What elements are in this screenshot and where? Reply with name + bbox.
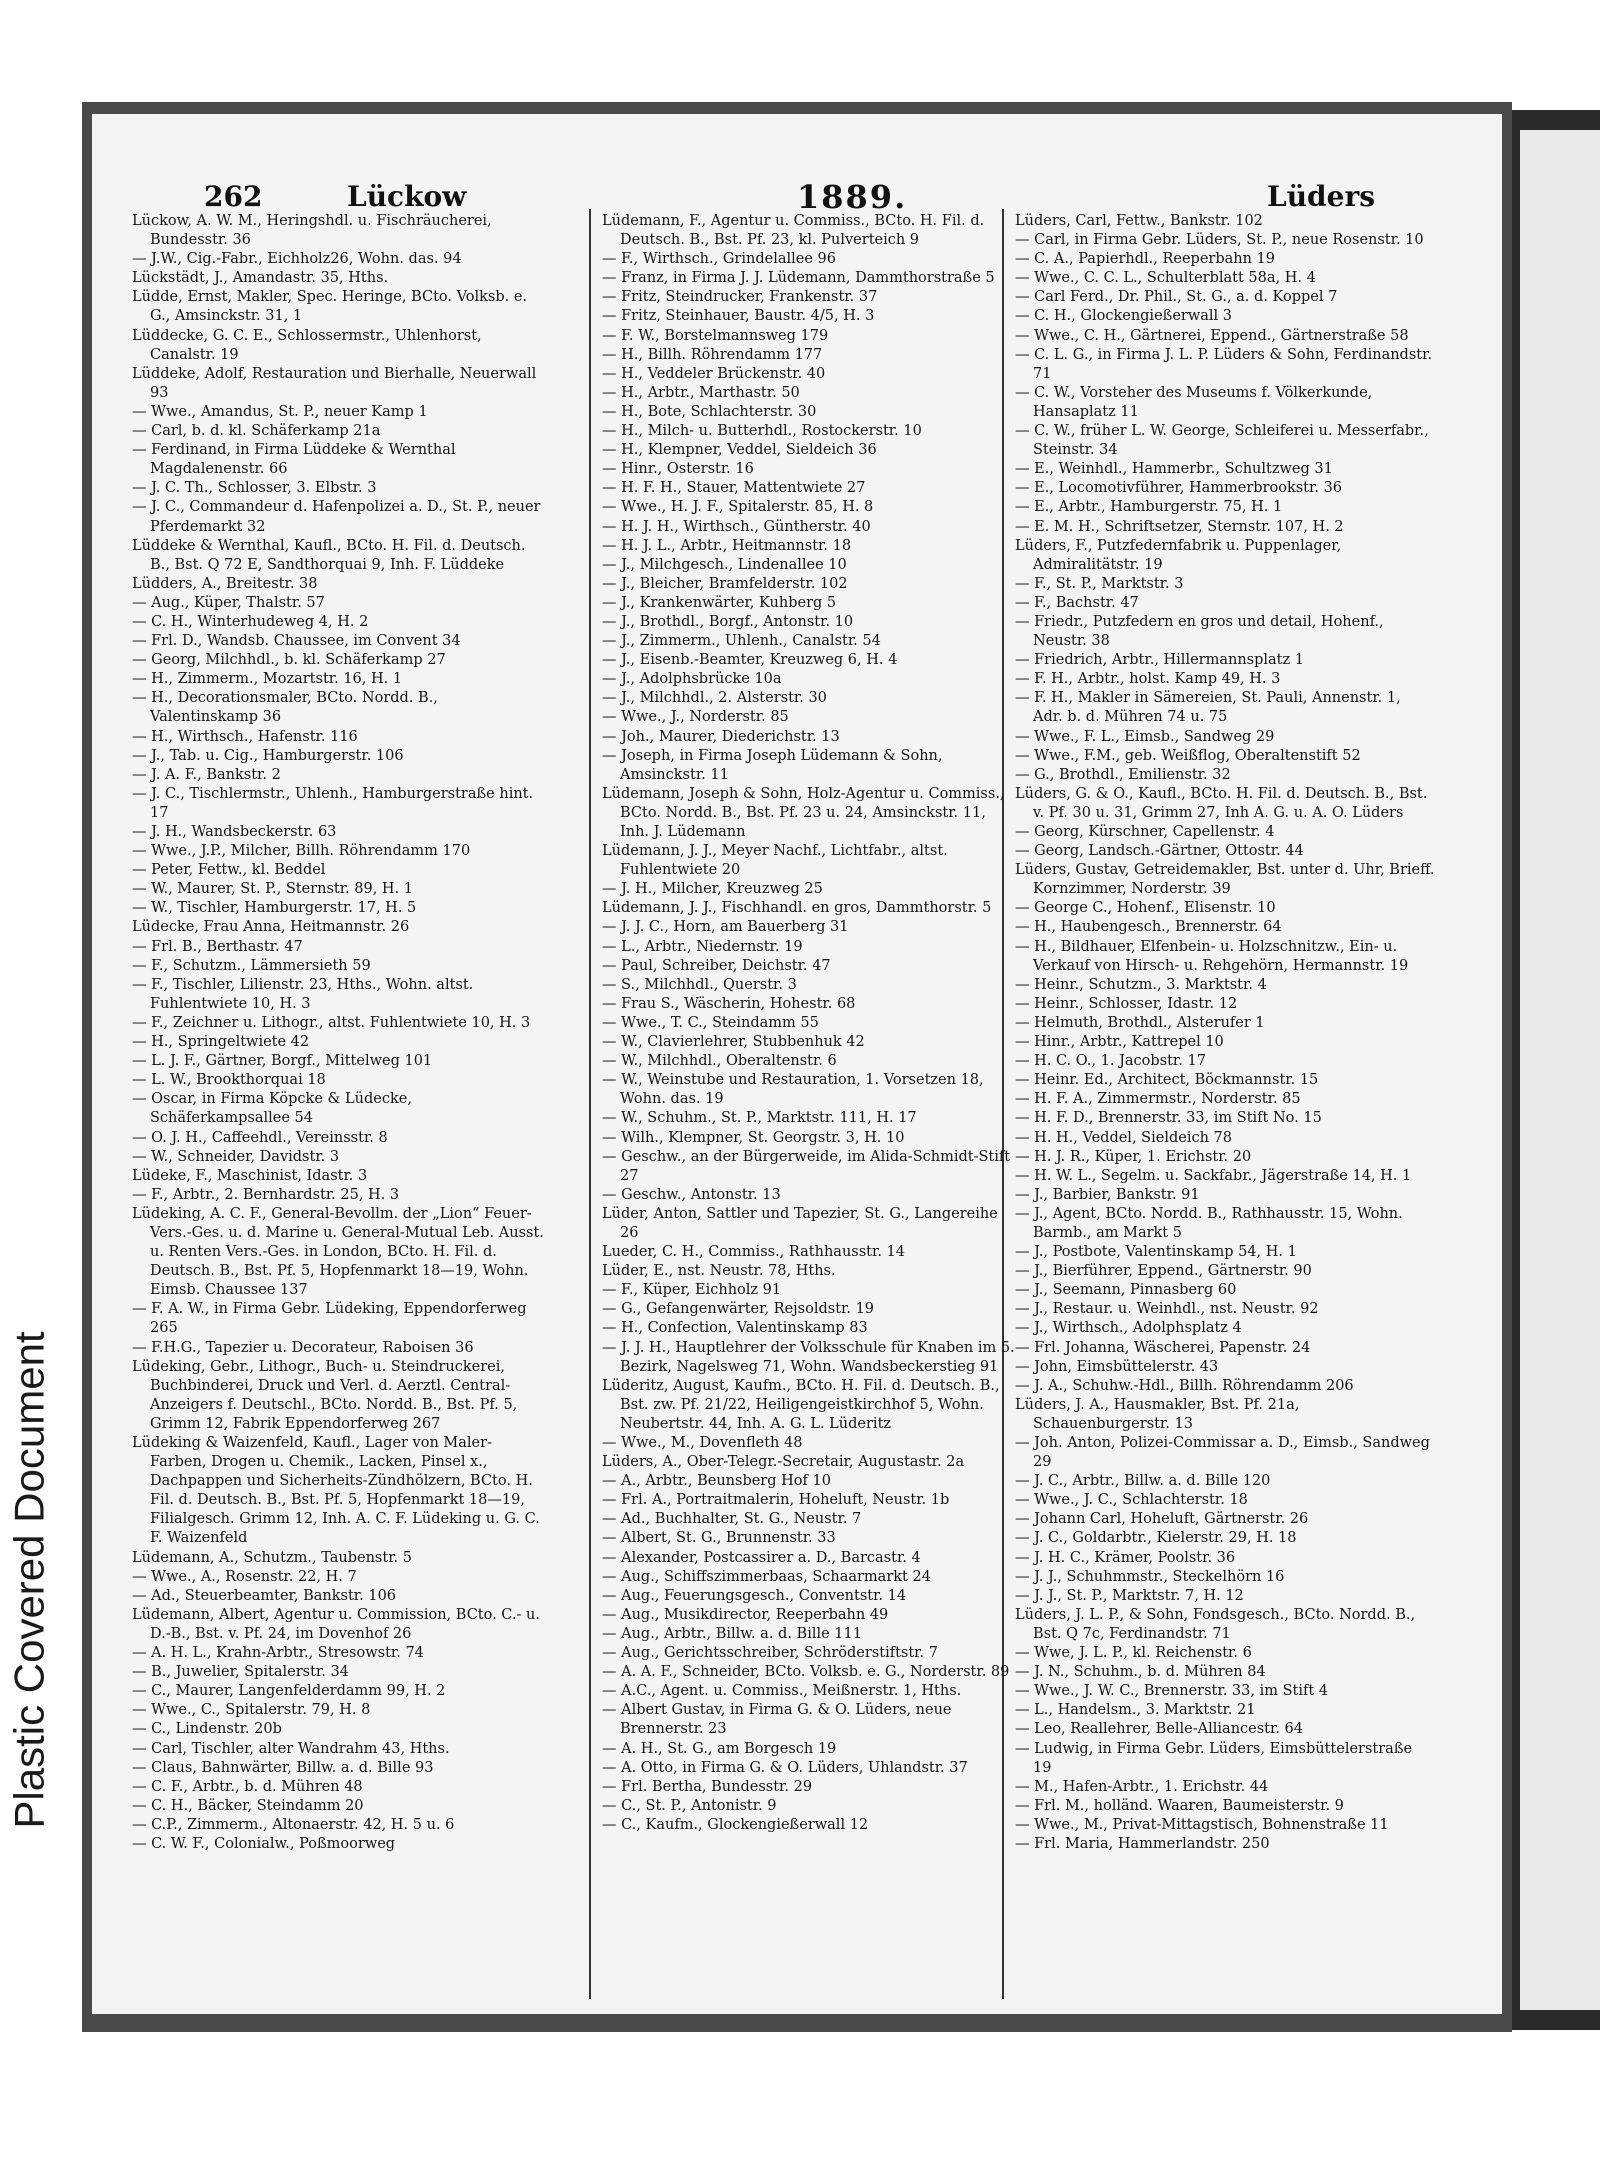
directory-entry: — O. J. H., Caffeehdl., Vereinsstr. 8 [132, 1129, 388, 1146]
directory-entry: Lüddecke, G. C. E., Schlossermstr., Uhlenhorst, Canalstr. 19 [132, 327, 482, 363]
directory-entry: — J. C. Th., Schlosser, 3. Elbstr. 3 [132, 480, 377, 497]
directory-entry: Lüddeke, Adolf, Restauration und Bierhalle, Neuerwall 93 [132, 365, 537, 401]
directory-entry: Lüdde, Ernst, Makler, Spec. Heringe, BCto. Volksb. e. G., Amsinckstr. 31, 1 [132, 289, 528, 325]
page-paper [92, 114, 1502, 2014]
directory-entry: — J. H. C., Krämer, Poolstr. 36 [1015, 1549, 1236, 1566]
directory-entry: — F., Arbtr., 2. Bernhardstr. 25, H. 3 [132, 1186, 400, 1203]
directory-entry: — C. H., Bäcker, Steindamm 20 [132, 1797, 364, 1814]
directory-entry: Lückow, A. W. M., Heringshdl. u. Fischräucherei, Bundesstr. 36 [132, 213, 492, 249]
directory-entry: — H. F. D., Brennerstr. 33, im Stift No. 15 [1015, 1110, 1322, 1127]
directory-entry: — H. C. O., 1. Jacobstr. 17 [1015, 1053, 1206, 1070]
directory-entry: — Ad., Steuerbeamter, Bankstr. 106 [132, 1587, 397, 1604]
directory-entry: — Heinr., Schutzm., 3. Marktstr. 4 [1015, 976, 1267, 993]
directory-entry: — J. H., Milcher, Kreuzweg 25 [602, 881, 823, 898]
directory-entry: — Wwe., J.P., Milcher, Billh. Röhrendamm 170 [132, 843, 471, 860]
directory-entry: — G., Brothdl., Emilienstr. 32 [1015, 766, 1231, 783]
directory-entry: — Wilh., Klempner, St. Georgstr. 3, H. 10 [602, 1129, 905, 1146]
year-heading: 1889. [797, 178, 908, 216]
directory-entry: — C., St. P., Antonistr. 9 [602, 1797, 777, 1814]
directory-entry: Lüders, A., Ober-Telegr.-Secretair, Augustastr. 2a [602, 1454, 965, 1471]
directory-entry: — H. F. H., Stauer, Mattentwiete 27 [602, 480, 866, 497]
directory-entry: — Ferdinand, in Firma Lüddeke & Wernthal Magdalenenstr. 66 [132, 442, 456, 478]
directory-entry: Lüdeking, Gebr., Lithogr., Buch- u. Steindruckerei, Buchbinderei, Druck und Verl. d. Aerztl. Central-Anzeigers f. Deutschl., BCto. Nordd. B., Bst. Pf. 5, Grimm 12, Fabrik Eppendorferweg 267 [132, 1358, 518, 1432]
directory-entry: — H. H., Veddel, Sieldeich 78 [1015, 1129, 1232, 1146]
directory-entry: — J. H., Wandsbeckerstr. 63 [132, 824, 337, 840]
directory-entry: — A.C., Agent. u. Commiss., Meißnerstr. 1, Hths. [602, 1683, 962, 1700]
directory-entry: — Wwe., M., Privat-Mittagstisch, Bohnenstraße 11 [1015, 1816, 1389, 1833]
directory-entry: — J. A. F., Bankstr. 2 [132, 766, 281, 783]
directory-entry: — W., Maurer, St. P., Sternstr. 89, H. 1 [132, 881, 414, 898]
directory-entry: — E., Weinhdl., Hammerbr., Schultzweg 31 [1015, 461, 1333, 478]
directory-entry: — Wwe., C., Spitalerstr. 79, H. 8 [132, 1702, 371, 1719]
directory-entry: — Helmuth, Brothdl., Alsterufer 1 [1015, 1014, 1265, 1031]
directory-entry: — F. W., Borstelmannsweg 179 [602, 327, 829, 344]
directory-entry: Lüderitz, August, Kaufm., BCto. H. Fil. d. Deutsch. B., Bst. zw. Pf. 21/22, Heiligengeistkirchhof 5, Wohn. Neubertstr. 44, Inh. A. G. L. Lüderitz [602, 1377, 1000, 1432]
directory-entry: — H. J. H., Wirthsch., Güntherstr. 40 [602, 518, 871, 535]
directory-entry: — Geschw., Antonstr. 13 [602, 1186, 781, 1203]
directory-entry: — C.P., Zimmerm., Altonaerstr. 42, H. 5 u. 6 [132, 1816, 455, 1833]
directory-entry: — Paul, Schreiber, Deichstr. 47 [602, 957, 831, 974]
directory-entry: — Georg, Kürschner, Capellenstr. 4 [1015, 824, 1275, 840]
directory-entry: — H., Decorationsmaler, BCto. Nordd. B., Valentinskamp 36 [132, 690, 438, 726]
directory-entry: — W., Milchhdl., Oberaltenstr. 6 [602, 1053, 837, 1070]
directory-entry: Lüdeking, A. C. F., General-Bevollm. der „Lion“ Feuer-Vers.-Ges. u. d. Marine u. General-Mutual Leb. Ausst. u. Renten Vers.-Ges. in London, BCto. H. Fil. d. Deutsch. B., Bst. Pf. 5, Hopfenmarkt 18—19, Wohn. Eimsb. Chaussee 137 [132, 1205, 544, 1299]
directory-entry: — A., Arbtr., Beunsberg Hof 10 [602, 1473, 831, 1490]
directory-entry: — Claus, Bahnwärter, Billw. a. d. Bille 93 [132, 1759, 434, 1776]
directory-entry: — F. H., Arbtr., holst. Kamp 49, H. 3 [1015, 671, 1281, 688]
directory-entry: Lüder, Anton, Sattler und Tapezier, St. G., Langereihe 26 [602, 1205, 998, 1241]
directory-entry: — Alexander, Postcassirer a. D., Barcastr. 4 [602, 1549, 921, 1566]
directory-entry: — A. H. L., Krahn-Arbtr., Stresowstr. 74 [132, 1645, 424, 1662]
directory-entry: Lüdeke, F., Maschinist, Idastr. 3 [132, 1167, 368, 1184]
directory-entry: — J., Restaur. u. Weinhdl., nst. Neustr. 92 [1015, 1301, 1319, 1318]
directory-entry: — J. C., Tischlermstr., Uhlenh., Hamburgerstraße hint. 17 [132, 785, 534, 821]
directory-entry: — Wwe., J. C., Schlachterstr. 18 [1015, 1492, 1248, 1509]
directory-entry: — Frl. Bertha, Bundesstr. 29 [602, 1778, 813, 1795]
directory-entry: — J., Bleicher, Bramfelderstr. 102 [602, 575, 848, 592]
directory-entry: Lüders, F., Putzfedernfabrik u. Puppenlager, Admiralitätstr. 19 [1015, 537, 1342, 573]
directory-entry: — M., Hafen-Arbtr., 1. Erichstr. 44 [1015, 1778, 1269, 1795]
directory-entry: — Wwe., Amandus, St. P., neuer Kamp 1 [132, 403, 428, 420]
directory-entry: — J., Eisenb.-Beamter, Kreuzweg 6, H. 4 [602, 652, 898, 669]
directory-entry: — F., Zeichner u. Lithogr., altst. Fuhlentwiete 10, H. 3 [132, 1014, 531, 1031]
directory-entry: Lüders, Gustav, Getreidemakler, Bst. unter d. Uhr, Brieff. Kornzimmer, Norderstr. 39 [1015, 862, 1435, 898]
directory-entry: — Heinr., Schlosser, Idastr. 12 [1015, 995, 1238, 1012]
directory-entry: — W., Tischler, Hamburgerstr. 17, H. 5 [132, 900, 417, 917]
directory-entry: — Aug., Feuerungsgesch., Conventstr. 14 [602, 1587, 907, 1604]
directory-entry: — Peter, Fettw., kl. Beddel [132, 862, 326, 879]
directory-entry: — Aug., Gerichtsschreiber, Schröderstiftstr. 7 [602, 1645, 938, 1662]
directory-entry: — J. J. H., Hauptlehrer der Volksschule für Knaben im 5. Bezirk, Nagelsweg 71, Wohn. Wandsbeckerstieg 91 [602, 1339, 1015, 1375]
directory-entry: — H., Bildhauer, Elfenbein- u. Holzschnitzw., Ein- u. Verkauf von Hirsch- u. Rehgehörn, Hermannstr. 19 [1015, 938, 1409, 974]
directory-entry: — J. C., Goldarbtr., Kielerstr. 29, H. 18 [1015, 1530, 1297, 1547]
directory-entry: — J., Bierführer, Eppend., Gärtnerstr. 90 [1015, 1263, 1312, 1280]
directory-entry: — C. W., früher L. W. George, Schleiferei u. Messerfabr., Steinstr. 34 [1015, 423, 1429, 459]
directory-entry: — F., Tischler, Lilienstr. 23, Hths., Wohn. altst. Fuhlentwiete 10, H. 3 [132, 976, 474, 1012]
directory-entry: — Aug., Schiffszimmerbaas, Schaarmarkt 24 [602, 1568, 931, 1585]
directory-entry: — Friedrich, Arbtr., Hillermannsplatz 1 [1015, 652, 1304, 669]
directory-entry: — W., Clavierlehrer, Stubbenhuk 42 [602, 1034, 865, 1051]
directory-entry: Lüdemann, A., Schutzm., Taubenstr. 5 [132, 1549, 412, 1566]
directory-entry: — Frl. M., holländ. Waaren, Baumeisterstr. 9 [1015, 1797, 1344, 1814]
page-header [92, 170, 1502, 216]
directory-entry: — W., Schuhm., St. P., Marktstr. 111, H. 17 [602, 1110, 917, 1127]
directory-entry: — Carl, in Firma Gebr. Lüders, St. P., neue Rosenstr. 10 [1015, 232, 1424, 249]
directory-entry: — H., Klempner, Veddel, Sieldeich 36 [602, 442, 877, 459]
directory-entry: Lüdemann, F., Agentur u. Commiss., BCto. H. Fil. d. Deutsch. B., Bst. Pf. 23, kl. Pulverteich 9 [602, 213, 985, 249]
directory-entry: — F. H., Makler in Sämereien, St. Pauli, Annenstr. 1, Adr. b. d. Mühren 74 u. 75 [1015, 690, 1401, 726]
directory-entry: — H. J. L., Arbtr., Heitmannstr. 18 [602, 537, 852, 554]
directory-entry: — Wwe., M., Dovenfleth 48 [602, 1435, 803, 1451]
directory-entry: — J., Milchhdl., 2. Alsterstr. 30 [602, 690, 827, 707]
directory-entry: — H., Arbtr., Marthastr. 50 [602, 384, 800, 401]
directory-entry: Lüders, Carl, Fettw., Bankstr. 102 [1015, 213, 1263, 229]
directory-entry: — J. C., Commandeur d. Hafenpolizei a. D., St. P., neuer Pferdemarkt 32 [132, 499, 541, 535]
directory-entry: — A. Otto, in Firma G. & O. Lüders, Uhlandstr. 37 [602, 1759, 968, 1776]
directory-entry: — H., Bote, Schlachterstr. 30 [602, 403, 817, 420]
directory-entry: — C. F., Arbtr., b. d. Mühren 48 [132, 1778, 363, 1795]
directory-entry: — Wwe., F. L., Eimsb., Sandweg 29 [1015, 728, 1275, 745]
directory-entry: — Albert Gustav, in Firma G. & O. Lüders, neue Brennerstr. 23 [602, 1702, 952, 1738]
directory-entry: — Georg, Landsch.-Gärtner, Ottostr. 44 [1015, 843, 1304, 860]
directory-entry: — Hinr., Osterstr. 16 [602, 461, 754, 478]
directory-entry: — Wwe., A., Rosenstr. 22, H. 7 [132, 1568, 357, 1585]
directory-entry: Lüders, J. A., Hausmakler, Bst. Pf. 21a, Schauenburgerstr. 13 [1015, 1396, 1300, 1432]
directory-entry: — Carl, b. d. kl. Schäferkamp 21a [132, 423, 381, 440]
directory-entry: — J.W., Cig.-Fabr., Eichholz26, Wohn. das. 94 [132, 251, 462, 268]
directory-entry: — C., Lindenstr. 20b [132, 1721, 282, 1738]
directory-entry: — A. H., St. G., am Borgesch 19 [602, 1740, 837, 1757]
directory-entry: — H., Milch- u. Butterhdl., Rostockerstr. 10 [602, 423, 922, 440]
directory-entry: — H., Wirthsch., Hafenstr. 116 [132, 728, 358, 745]
directory-entry: — J., Postbote, Valentinskamp 54, H. 1 [1015, 1244, 1297, 1261]
directory-entry: — J., Agent, BCto. Nordd. B., Rathhausstr. 15, Wohn. Barmb., am Markt 5 [1015, 1205, 1403, 1241]
directory-entry: — J. C., Arbtr., Billw. a. d. Bille 120 [1015, 1473, 1271, 1490]
directory-entry: Lüdemann, J. J., Meyer Nachf., Lichtfabr., altst. Fuhlentwiete 20 [602, 843, 948, 879]
right-running-heading: Lüders [1267, 180, 1375, 213]
directory-entry: — Ludwig, in Firma Gebr. Lüders, Eimsbüttelerstraße 19 [1015, 1740, 1413, 1776]
directory-entry: — Johann Carl, Hoheluft, Gärtnerstr. 26 [1015, 1511, 1309, 1528]
column-3 [1015, 212, 1435, 2002]
directory-entry: — F., Küper, Eichholz 91 [602, 1282, 782, 1299]
directory-entry: — Leo, Reallehrer, Belle-Alliancestr. 64 [1015, 1721, 1304, 1738]
directory-entry: — C. L. G., in Firma J. L. P. Lüders & Sohn, Ferdinandstr. 71 [1015, 346, 1433, 382]
directory-entry: — J. N., Schuhm., b. d. Mühren 84 [1015, 1664, 1266, 1681]
directory-entry: — Oscar, in Firma Köpcke & Lüdecke, Schäferkampsallee 54 [132, 1091, 412, 1127]
directory-entry: — J., Wirthsch., Adolphsplatz 4 [1015, 1320, 1242, 1337]
directory-entry: Lüdders, A., Breitestr. 38 [132, 575, 318, 592]
directory-entry: — Wwe., C. H., Gärtnerei, Eppend., Gärtnerstraße 58 [1015, 327, 1409, 344]
directory-entry: — J. J., Schuhmmstr., Steckelhörn 16 [1015, 1568, 1285, 1585]
directory-entry: — F., Schutzm., Lämmersieth 59 [132, 957, 371, 974]
directory-entry: — Wwe., F.M., geb. Weißflog, Oberaltenstift 52 [1015, 747, 1361, 764]
directory-entry: — L. W., Brookthorquai 18 [132, 1072, 326, 1089]
directory-entry: — F., Wirthsch., Grindelallee 96 [602, 251, 836, 268]
directory-entry: — Wwe., T. C., Steindamm 55 [602, 1014, 819, 1031]
directory-entry: Lüddeke & Wernthal, Kaufl., BCto. H. Fil. d. Deutsch. B., Bst. Q 72 E, Sandthorquai 9, Inh. F. Lüddeke [132, 537, 526, 573]
directory-entry: — F., St. P., Marktstr. 3 [1015, 575, 1184, 592]
directory-entry: — J. J., St. P., Marktstr. 7, H. 12 [1015, 1587, 1244, 1604]
directory-entry: — S., Milchhdl., Querstr. 3 [602, 976, 797, 993]
directory-entry: — Frl. D., Wandsb. Chaussee, im Convent 34 [132, 633, 461, 650]
directory-entry: — C., Maurer, Langenfelderdamm 99, H. 2 [132, 1683, 446, 1700]
directory-entry: — C. H., Winterhudeweg 4, H. 2 [132, 613, 369, 630]
directory-entry: — L. J. F., Gärtner, Borgf., Mittelweg 101 [132, 1053, 433, 1070]
directory-entry: — J. A., Schuhw.-Hdl., Billh. Röhrendamm 206 [1015, 1377, 1354, 1394]
directory-entry: — J., Barbier, Bankstr. 91 [1015, 1186, 1200, 1203]
directory-entry: — Fritz, Steindrucker, Frankenstr. 37 [602, 289, 878, 306]
column-1 [132, 212, 547, 2002]
directory-entry: — B., Juwelier, Spitalerstr. 34 [132, 1664, 349, 1681]
page-number: 262 [204, 180, 263, 213]
directory-entry: — Carl, Tischler, alter Wandrahm 43, Hths. [132, 1740, 450, 1757]
directory-entry: — Joh. Anton, Polizei-Commissar a. D., Eimsb., Sandweg 29 [1015, 1435, 1430, 1471]
directory-entry: — Wwe., C. C. L., Schulterblatt 58a, H. 4 [1015, 270, 1316, 287]
directory-entry: Lüdemann, Albert, Agentur u. Commission, BCto. C.- u. D.-B., Bst. v. Pf. 24, im Dovenhof 26 [132, 1606, 540, 1642]
column-divider [589, 209, 591, 1999]
directory-entry: Lüders, G. & O., Kaufl., BCto. H. Fil. d. Deutsch. B., Bst. v. Pf. 30 u. 31, Grimm 27, Inh A. G. u. A. O. Lüders [1015, 785, 1428, 821]
directory-entry: — Frau S., Wäscherin, Hohestr. 68 [602, 995, 856, 1012]
directory-entry: — Frl. A., Portraitmalerin, Hoheluft, Neustr. 1b [602, 1492, 950, 1509]
directory-entry: — J., Tab. u. Cig., Hamburgerstr. 106 [132, 747, 404, 764]
directory-entry: — C. A., Papierhdl., Reeperbahn 19 [1015, 251, 1276, 268]
directory-entry: — J., Seemann, Pinnasberg 60 [1015, 1282, 1237, 1299]
directory-entry: — H., Zimmerm., Mozartstr. 16, H. 1 [132, 671, 403, 688]
directory-entry: — C. H., Glockengießerwall 3 [1015, 308, 1233, 325]
directory-entry: — J., Zimmerm., Uhlenh., Canalstr. 54 [602, 633, 881, 650]
directory-entry: — Wwe, J. L. P., kl. Reichenstr. 6 [1015, 1645, 1252, 1662]
directory-entry: — Aug., Küper, Thalstr. 57 [132, 594, 325, 611]
directory-entry: — C. W. F., Colonialw., Poßmoorweg [132, 1835, 396, 1852]
directory-entry: — Frl. B., Berthastr. 47 [132, 938, 303, 955]
directory-entry: — Ad., Buchhalter, St. G., Neustr. 7 [602, 1511, 862, 1528]
directory-entry: Lüdeking & Waizenfeld, Kaufl., Lager von Maler-Farben, Drogen u. Chemik., Lacken, Pinsel x., Dachpappen und Sicherheits-Zündhölzern, BCto. H. Fil. d. Deutsch. B., Bst. Pf. 5, Hopfenmarkt 18—19, Filialgesch. Grimm 12, Inh. A. C. F. Lüdeking u. G. C. F. Waizenfeld [132, 1435, 540, 1547]
directory-entry: — Aug., Arbtr., Billw. a. d. Bille 111 [602, 1625, 862, 1642]
directory-entry: — C., Kaufm., Glockengießerwall 12 [602, 1816, 869, 1833]
next-page-paper [1520, 130, 1600, 2010]
directory-entry: — H., Haubengesch., Brennerstr. 64 [1015, 919, 1282, 936]
directory-entry: — H., Springeltwiete 42 [132, 1034, 310, 1051]
directory-entry: — H. F. A., Zimmermstr., Norderstr. 85 [1015, 1091, 1301, 1108]
directory-entry: — Friedr., Putzfedern en gros und detail, Hohenf., Neustr. 38 [1015, 613, 1384, 650]
directory-entry: — W., Weinstube und Restauration, 1. Vorsetzen 18, Wohn. das. 19 [602, 1072, 984, 1108]
directory-entry: — George C., Hohenf., Elisenstr. 10 [1015, 900, 1276, 917]
directory-entry: — Geschw., an der Bürgerweide, im Alida-Schmidt-Stift 27 [602, 1148, 1011, 1184]
directory-entry: — Franz, in Firma J. J. Lüdemann, Dammthorstraße 5 [602, 270, 995, 287]
directory-entry: — Wwe., H. J. F., Spitalerstr. 85, H. 8 [602, 499, 874, 516]
directory-entry: — H. W. L., Segelm. u. Sackfabr., Jägerstraße 14, H. 1 [1015, 1167, 1412, 1184]
directory-entry: Lueder, C. H., Commiss., Rathhausstr. 14 [602, 1244, 906, 1261]
directory-entry: — J. J. C., Horn, am Bauerberg 31 [602, 919, 849, 936]
directory-entry: — F. A. W., in Firma Gebr. Lüdeking, Eppendorferweg 265 [132, 1301, 527, 1337]
directory-entry: — Joseph, in Firma Joseph Lüdemann & Sohn, Amsinckstr. 11 [602, 747, 943, 783]
directory-entry: Lüders, J. L. P., & Sohn, Fondsgesch., BCto. Nordd. B., Bst. Q 7c, Ferdinandstr. 71 [1015, 1606, 1416, 1642]
side-label-text: Plastic Covered Document [6, 1331, 53, 1829]
directory-entry: — L., Handelsm., 3. Marktstr. 21 [1015, 1702, 1256, 1719]
directory-entry: — G., Gefangenwärter, Rejsoldstr. 19 [602, 1301, 875, 1318]
column-2 [602, 212, 1017, 2002]
directory-entry: — E., Arbtr., Hamburgerstr. 75, H. 1 [1015, 499, 1283, 516]
directory-entry: — H., Confection, Valentinskamp 83 [602, 1320, 868, 1337]
directory-entry: — Fritz, Steinhauer, Baustr. 4/5, H. 3 [602, 308, 875, 325]
directory-entry: — Georg, Milchhdl., b. kl. Schäferkamp 27 [132, 652, 446, 669]
directory-entry: — L., Arbtr., Niedernstr. 19 [602, 938, 803, 955]
directory-entry: — E. M. H., Schriftsetzer, Sternstr. 107, H. 2 [1015, 518, 1344, 535]
directory-entry: — John, Eimsbüttelerstr. 43 [1015, 1358, 1219, 1375]
directory-entry: — C. W., Vorsteher des Museums f. Völkerkunde, Hansaplatz 11 [1015, 384, 1373, 420]
directory-entry: — Wwe., J. W. C., Brennerstr. 33, im Stift 4 [1015, 1683, 1329, 1700]
directory-page [82, 102, 1512, 2032]
directory-entry: — W., Schneider, Davidstr. 3 [132, 1148, 340, 1165]
directory-entry: — Aug., Musikdirector, Reeperbahn 49 [602, 1606, 889, 1623]
directory-entry: — J., Milchgesch., Lindenallee 10 [602, 556, 847, 573]
directory-entry: — Wwe., J., Norderstr. 85 [602, 709, 789, 726]
side-label [0, 990, 60, 2170]
directory-entry: — Albert, St. G., Brunnenstr. 33 [602, 1530, 836, 1547]
directory-entry: — A. A. F., Schneider, BCto. Volksb. e. G., Norderstr. 89 [602, 1664, 1010, 1681]
left-running-heading: Lückow [347, 180, 467, 213]
directory-entry: — F., Bachstr. 47 [1015, 594, 1139, 611]
directory-entry: — J., Adolphsbrücke 10a [602, 671, 782, 688]
directory-entry: — J., Brothdl., Borgf., Antonstr. 10 [602, 613, 854, 630]
directory-entry: — Frl. Johanna, Wäscherei, Papenstr. 24 [1015, 1339, 1311, 1356]
directory-entry: Lüder, E., nst. Neustr. 78, Hths. [602, 1263, 836, 1280]
directory-entry: — Joh., Maurer, Diederichstr. 13 [602, 728, 840, 745]
directory-entry: — E., Locomotivführer, Hammerbrookstr. 36 [1015, 480, 1343, 497]
directory-entry: — Carl Ferd., Dr. Phil., St. G., a. d. Koppel 7 [1015, 289, 1338, 306]
directory-entry: Lüdemann, Joseph & Sohn, Holz-Agentur u. Commiss., BCto. Nordd. B., Bst. Pf. 23 u. 24, Amsinckstr. 11, Inh. J. Lüdemann [602, 785, 1005, 840]
directory-entry: Lückstädt, J., Amandastr. 35, Hths. [132, 270, 389, 287]
directory-entry: — Hinr., Arbtr., Kattrepel 10 [1015, 1034, 1224, 1051]
directory-entry: — H., Billh. Röhrendamm 177 [602, 346, 823, 363]
directory-entry: Lüdemann, J. J., Fischhandl. en gros, Dammthorstr. 5 [602, 900, 992, 917]
directory-entry: — F.H.G., Tapezier u. Decorateur, Raboisen 36 [132, 1339, 474, 1356]
directory-entry: — J., Krankenwärter, Kuhberg 5 [602, 594, 837, 611]
directory-entry: — H., Veddeler Brückenstr. 40 [602, 365, 826, 382]
directory-entry: Lüdecke, Frau Anna, Heitmannstr. 26 [132, 919, 410, 936]
directory-entry: — Heinr. Ed., Architect, Böckmannstr. 15 [1015, 1072, 1319, 1089]
directory-entry: — H. J. R., Küper, 1. Erichstr. 20 [1015, 1148, 1252, 1165]
directory-entry: — Frl. Maria, Hammerlandstr. 250 [1015, 1835, 1270, 1852]
